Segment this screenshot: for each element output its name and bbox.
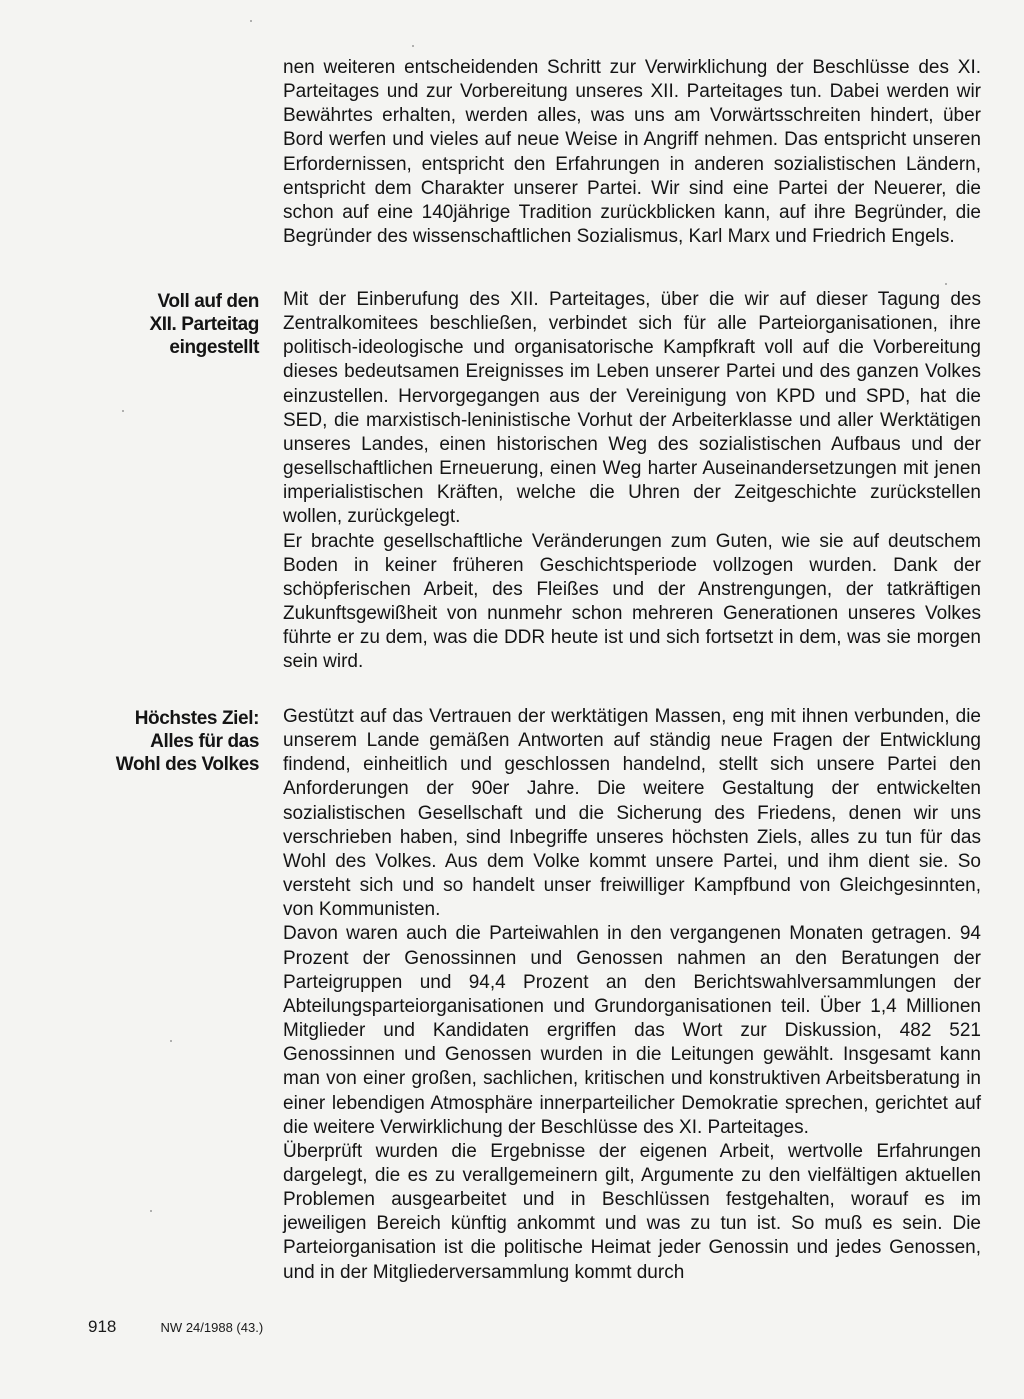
text-block-parteitag	[283, 288, 981, 675]
side-heading-line: Höchstes Ziel:	[134, 708, 259, 729]
source-reference: NW 24/1988 (43.)	[160, 1320, 264, 1335]
side-heading-line: XII. Parteitag	[149, 314, 259, 335]
scan-speck	[412, 45, 414, 47]
side-heading-hoechstes-ziel	[79, 707, 259, 776]
scan-speck	[945, 283, 947, 285]
text-block-hoechstes-ziel	[283, 705, 981, 1285]
side-heading-line: Alles für das	[150, 731, 259, 752]
paragraph: nen weiteren entscheidenden Schritt zur Verwirklichung der Beschlüsse des XI. Parteitages und zur Vorbereitung unseres XII. Parteitages tun. Dabei werden wir Bewährtes erhalten, werden alles, was uns am Vorwärtsschreiten hindert, über Bord werfen und vieles auf neue Weise in Angriff nehmen. Das entspricht unseren Erfordernissen, entspricht den Erfahrungen in anderen sozialistischen Ländern, entspricht dem Charakter unserer Partei. Wir sind eine Partei der Neuerer, die schon auf eine 140jährige Tradition zurückblicken kann, auf ihre Begründer, die Begründer des wissenschaftlichen Sozialismus, Karl Marx und Friedrich Engels.	[283, 57, 981, 248]
scan-speck	[250, 20, 252, 22]
scan-speck	[170, 1040, 172, 1042]
paragraph: Davon waren auch die Parteiwahlen in den vergangenen Monaten getragen. 94 Prozent der Genossinnen und Genossen nahmen an den Beratungen der Parteigruppen und 94,4 Prozent an den Berichtswahlversammlungen der Abteilungsparteiorganisationen und Grundorganisationen teil. Über 1,4 Millionen Mitglieder und Kandidaten ergriffen das Wort zur Diskussion, 482 521 Genossinnen und Genossen wurden in die Leitungen gewählt. Insgesamt kann man von einer großen, sachlichen, kritischen und konstruktiven Arbeitsberatung in einer lebendigen Atmosphäre innerparteilicher Demokratie sprechen, gerichtet auf die weitere Verwirklichung der Beschlüsse des XI. Parteitages.	[283, 923, 981, 1138]
paragraph: Überprüft wurden die Ergebnisse der eigenen Arbeit, wertvolle Erfahrungen dargelegt, die es zu verallgemeinern gilt, Argumente zu den vielfältigen aktuellen Problemen ausgearbeitet und in Beschlüssen festgehalten, worauf es im jeweiligen Bereich künftig ankommt und was zu tun ist. So muß es sein. Die Parteiorganisation ist die politische Heimat jeder Genossin und jedes Genossen, und in der Mitgliederversammlung kommt durch	[283, 1140, 981, 1283]
text-block-intro	[283, 56, 981, 249]
side-heading-line: eingestellt	[169, 337, 259, 358]
paragraph: Gestützt auf das Vertrauen der werktätigen Massen, eng mit ihnen verbunden, die unserem Lande gemäßen Antworten auf ständig neue Fragen der Entwicklung findend, einheitlich und geschlossen handelnd, stellt sich unsere Partei den Anforderungen der 90er Jahre. Die weitere Gestaltung der entwickelten sozialistischen Gesellschaft und die Sicherung des Friedens, denen wir uns verschrieben haben, sind Inbegriffe unseres höchsten Ziels, alles zu tun für das Wohl des Volkes. Aus dem Volke kommt unsere Partei, und ihm dient sie. So versteht sich und so handelt unser freiwilliger Kampfbund von Gleichgesinnten, von Kommunisten.	[283, 706, 981, 921]
page-footer	[88, 1317, 263, 1337]
paragraph: Mit der Einberufung des XII. Parteitages, über die wir auf dieser Tagung des Zentralkomitees beschließen, verbindet sich für alle Parteiorganisationen, ihre politisch-ideologische und organisatorische Kampfkraft voll auf die Vorbereitung dieses bedeutsamen Ereignisses im Leben unserer Partei und des ganzen Volkes einzustellen. Hervorgegangen aus der Vereinigung von KPD und SPD, hat die SED, die marxistisch-leninistische Vorhut der Arbeiterklasse und aller Werktätigen unseres Landes, einen historischen Weg des sozialistischen Aufbaus und der gesellschaftlichen Erneuerung, einen Weg harter Auseinandersetzungen mit jenen imperialistischen Kräften, welche die Uhren der Zeitgeschichte zurückstellen wollen, zurückgelegt.	[283, 289, 981, 528]
side-heading-line: Voll auf den	[157, 291, 259, 312]
scan-speck	[150, 1210, 152, 1212]
paragraph: Er brachte gesellschaftliche Veränderungen zum Guten, wie sie auf deutschem Boden in keiner früheren Geschichtsperiode vollzogen wurden. Dank der schöpferischen Arbeit, des Fleißes und der Anstrengungen, der tatkräftigen Zukunftsgewißheit von nunmehr schon mehreren Generationen unseres Volkes führte er zu dem, was die DDR heute ist und sich fortsetzt in dem, was sie morgen sein wird.	[283, 530, 981, 673]
side-heading-line: Wohl des Volkes	[115, 754, 259, 775]
page-number: 918	[88, 1317, 117, 1336]
scan-speck	[122, 410, 124, 412]
side-heading-parteitag	[79, 290, 259, 359]
